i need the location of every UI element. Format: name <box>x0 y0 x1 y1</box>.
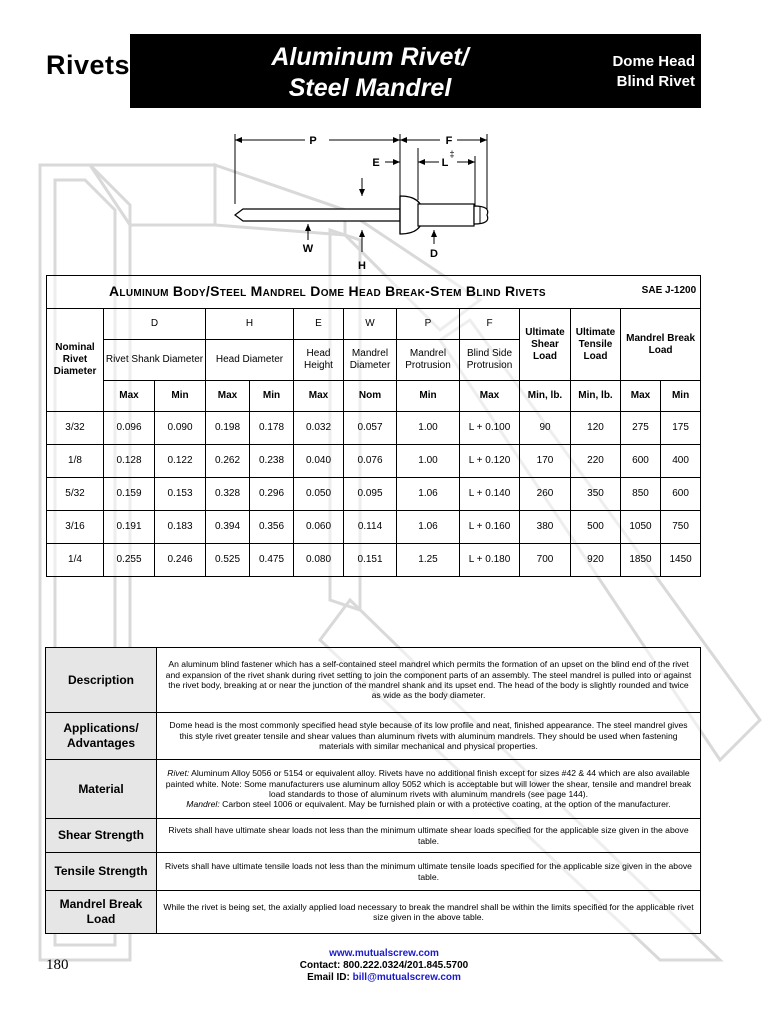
table-cell: 700 <box>520 544 571 577</box>
property-label: Shear Strength <box>46 819 157 853</box>
label-p: P <box>309 135 317 147</box>
nominal-size-cell: 3/32 <box>47 412 104 445</box>
table-cell: 0.183 <box>155 511 206 544</box>
property-text: While the rivet is being set, the axially applied load necessary to break the mandrel shall be within the limits specified for the applicable rivet size given in the above table. <box>157 891 701 934</box>
table-cell: 1.00 <box>397 412 460 445</box>
mandrel-prefix: Mandrel: <box>186 799 220 810</box>
table-cell: 600 <box>621 445 661 478</box>
contact-prefix: Contact: <box>299 960 344 971</box>
table-cell: 0.050 <box>294 478 344 511</box>
table-cell: L + 0.180 <box>460 544 520 577</box>
table-cell: 1.25 <box>397 544 460 577</box>
product-type-line-1: Dome Head <box>612 53 695 70</box>
table-cell: 500 <box>571 511 621 544</box>
table-cell: 1450 <box>661 544 701 577</box>
table-cell: 0.153 <box>155 478 206 511</box>
table-cell: 170 <box>520 445 571 478</box>
table-cell: 0.394 <box>206 511 250 544</box>
ultimate-tensile-header: Ultimate Tensile Load <box>571 309 621 381</box>
mandrel-material-text: Carbon steel 1006 or equivalent. May be furnished plain or with a protective coating, at the option of the manufacturer. <box>219 799 671 810</box>
table-cell: 380 <box>520 511 571 544</box>
property-text: Rivets shall have ultimate shear loads not less than the minimum ultimate shear loads specified for the applicable size given in the above table. <box>157 819 701 853</box>
page-title-line-2: Steel Mandrel <box>288 74 452 102</box>
dagger-icon: ‡ <box>449 149 455 159</box>
table-cell: 350 <box>571 478 621 511</box>
table-cell: 0.151 <box>344 544 397 577</box>
limit-cell: Max <box>294 381 344 412</box>
property-row-mandrel-break <box>46 891 701 934</box>
mandrel-break-header: Mandrel Break Load <box>621 309 701 381</box>
spec-table-body <box>47 412 701 577</box>
property-text: Rivets shall have ultimate tensile loads not less than the minimum ultimate tensile loads specified for the applicable size given in the above table. <box>157 853 701 891</box>
table-cell: 1.06 <box>397 511 460 544</box>
table-cell: 0.114 <box>344 511 397 544</box>
page-number: 180 <box>46 957 69 973</box>
table-cell: 0.328 <box>206 478 250 511</box>
label-f: F <box>445 135 453 147</box>
label-d: D <box>430 248 438 260</box>
table-cell: 1.00 <box>397 445 460 478</box>
table-cell: 0.032 <box>294 412 344 445</box>
table-cell: 275 <box>621 412 661 445</box>
table-cell: 850 <box>621 478 661 511</box>
table-cell: 0.057 <box>344 412 397 445</box>
nominal-size-cell: 1/4 <box>47 544 104 577</box>
property-label: Material <box>46 760 157 819</box>
limit-cell: Nom <box>344 381 397 412</box>
table-cell: 260 <box>520 478 571 511</box>
limit-cell: Max <box>621 381 661 412</box>
email-prefix: Email ID: <box>307 972 353 983</box>
code-e: E <box>294 309 344 340</box>
name-mandrel-protrusion: Mandrel Protrusion <box>397 340 460 381</box>
table-cell: 400 <box>661 445 701 478</box>
property-text: Dome head is the most commonly specified head style because of its low profile and neat, finished appearance. The steel mandrel gives this style rivet greater tensile and shear values than aluminum rivets with aluminum mandrels. They should be used when fastening materials with similar mechanical and physical properties. <box>157 713 701 760</box>
table-cell: 0.198 <box>206 412 250 445</box>
nominal-size-cell: 1/8 <box>47 445 104 478</box>
name-mandrel-diameter: Mandrel Diameter <box>344 340 397 381</box>
table-cell: 600 <box>661 478 701 511</box>
table-cell: 0.255 <box>104 544 155 577</box>
table-row <box>47 445 701 478</box>
table-standard: SAE J-1200 <box>641 284 697 296</box>
code-p: P <box>397 309 460 340</box>
table-cell: 0.178 <box>250 412 294 445</box>
table-cell: L + 0.100 <box>460 412 520 445</box>
product-type-line-2: Blind Rivet <box>616 73 695 90</box>
table-cell: L + 0.160 <box>460 511 520 544</box>
table-cell: L + 0.120 <box>460 445 520 478</box>
property-row-applications <box>46 713 701 760</box>
table-row <box>47 412 701 445</box>
table-cell: 0.262 <box>206 445 250 478</box>
nominal-size-cell: 5/32 <box>47 478 104 511</box>
property-row-tensile <box>46 853 701 891</box>
limit-cell: Min <box>155 381 206 412</box>
table-cell: 0.090 <box>155 412 206 445</box>
property-row-description <box>46 648 701 713</box>
section-label: Rivets <box>46 50 131 80</box>
table-cell: 0.040 <box>294 445 344 478</box>
table-cell: 90 <box>520 412 571 445</box>
table-row <box>47 478 701 511</box>
table-cell: 0.060 <box>294 511 344 544</box>
limit-cell: Min <box>661 381 701 412</box>
table-cell: 220 <box>571 445 621 478</box>
nominal-size-cell: 3/16 <box>47 511 104 544</box>
limit-cell: Max <box>460 381 520 412</box>
table-cell: 0.159 <box>104 478 155 511</box>
rivet-diagram <box>225 126 495 276</box>
title-band <box>130 34 701 108</box>
table-cell: 1850 <box>621 544 661 577</box>
name-head-diameter: Head Diameter <box>206 340 294 381</box>
table-cell: 0.296 <box>250 478 294 511</box>
property-row-shear <box>46 819 701 853</box>
table-cell: 0.246 <box>155 544 206 577</box>
spec-table <box>46 275 701 577</box>
table-row <box>47 544 701 577</box>
table-cell: 0.128 <box>104 445 155 478</box>
label-e: E <box>372 157 380 169</box>
property-label: Tensile Strength <box>46 853 157 891</box>
table-cell: 1050 <box>621 511 661 544</box>
name-shank-diameter: Rivet Shank Diameter <box>104 340 206 381</box>
table-cell: 0.076 <box>344 445 397 478</box>
table-cell: 175 <box>661 412 701 445</box>
table-cell: 0.122 <box>155 445 206 478</box>
table-cell: 750 <box>661 511 701 544</box>
table-cell: 0.238 <box>250 445 294 478</box>
product-type <box>612 52 695 92</box>
table-cell: 0.356 <box>250 511 294 544</box>
table-cell: 0.525 <box>206 544 250 577</box>
name-blind-side-protrusion: Blind Side Protrusion <box>460 340 520 381</box>
ultimate-shear-header: Ultimate Shear Load <box>520 309 571 381</box>
page-title-line-1: Aluminum Rivet/ <box>271 43 469 71</box>
property-text: An aluminum blind fastener which has a self-contained steel mandrel which permits the formation of an upset on the blind end of the rivet and expansion of the rivet shank during rivet setting to join the component parts of an assembly. The steel mandrel is pulled into or against the rivet body, breaking at or near the junction of the mandrel shank and its upset end. The head of the body is slightly rounded and twice as wide as the body diameter. <box>157 648 701 713</box>
table-title: Aluminum Body/Steel Mandrel Dome Head Break-Stem Blind Rivets <box>109 282 546 299</box>
property-text-material <box>157 760 701 819</box>
label-w: W <box>302 243 314 255</box>
table-cell: L + 0.140 <box>460 478 520 511</box>
table-caption-row <box>47 276 701 309</box>
contact-block <box>234 948 534 984</box>
limit-cell: Max <box>206 381 250 412</box>
email-link[interactable]: bill@mutualscrew.com <box>352 972 461 983</box>
website-link[interactable]: www.mutualscrew.com <box>329 948 439 959</box>
property-label: Applications/ Advantages <box>46 713 157 760</box>
code-w: W <box>344 309 397 340</box>
rivet-material-text: Aluminum Alloy 5056 or 5154 or equivalent alloy. Rivets have no additional finish except for sizes #42 & 44 which are also available painted white. Note: Some manufacturers use aluminum alloy 5052 which is acceptable but will lower the shear, tensile and mandrel break load standards to those of aluminum rivets with aluminum mandrels (see page 144). <box>165 768 692 799</box>
table-cell: 0.096 <box>104 412 155 445</box>
limit-cell: Min <box>397 381 460 412</box>
properties-table <box>45 647 701 934</box>
code-f: F <box>460 309 520 340</box>
table-cell: 0.191 <box>104 511 155 544</box>
table-cell: 920 <box>571 544 621 577</box>
table-cell: 120 <box>571 412 621 445</box>
label-h: H <box>358 260 366 272</box>
limit-cell: Max <box>104 381 155 412</box>
limit-cell: Min <box>250 381 294 412</box>
table-cell: 0.095 <box>344 478 397 511</box>
table-row <box>47 511 701 544</box>
property-label: Description <box>46 648 157 713</box>
nominal-diameter-header: Nominal Rivet Diameter <box>47 309 104 412</box>
property-label: Mandrel Break Load <box>46 891 157 934</box>
code-d: D <box>104 309 206 340</box>
table-code-row <box>47 309 701 340</box>
name-head-height: Head Height <box>294 340 344 381</box>
code-h: H <box>206 309 294 340</box>
rivet-prefix: Rivet: <box>167 768 190 779</box>
label-l: L <box>441 157 449 169</box>
limit-cell: Min, lb. <box>571 381 621 412</box>
phone-numbers: 800.222.0324/201.845.5700 <box>343 960 469 971</box>
limit-cell: Min, lb. <box>520 381 571 412</box>
table-cell: 0.475 <box>250 544 294 577</box>
table-cell: 0.080 <box>294 544 344 577</box>
table-limit-row <box>47 381 701 412</box>
page-title <box>190 42 550 104</box>
table-cell: 1.06 <box>397 478 460 511</box>
property-row-material <box>46 760 701 819</box>
